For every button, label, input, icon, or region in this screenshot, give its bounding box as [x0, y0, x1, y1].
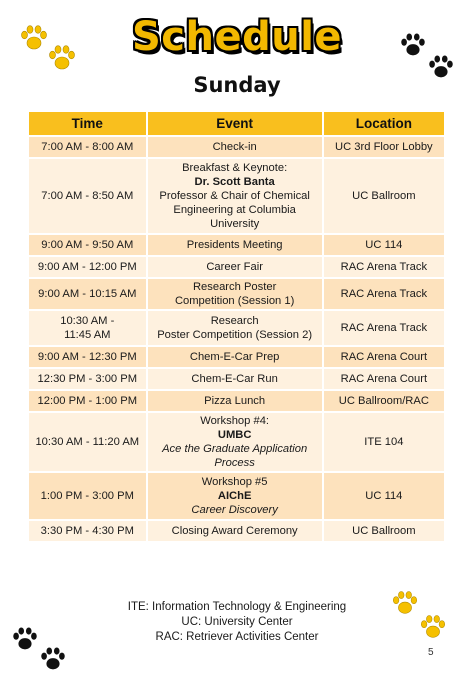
- time-cell: [29, 521, 148, 543]
- page-number: 5: [428, 647, 434, 658]
- event-text: Career Fair: [206, 261, 263, 273]
- table-row: [29, 347, 444, 369]
- time-text: 9:00 AM - 10:15 AM: [38, 288, 137, 300]
- event-text: Chem-E-Car Prep: [189, 351, 280, 363]
- event-cell: [148, 391, 324, 413]
- time-text: 10:30 AM - 11:20 AM: [35, 436, 140, 448]
- time-cell: [29, 347, 148, 369]
- event-cell: [148, 235, 324, 257]
- event-text: Career Discovery: [191, 504, 278, 516]
- location-cell: RAC Arena Track: [324, 279, 444, 311]
- table-row: [29, 279, 444, 311]
- event-text: Competition (Session 1): [174, 295, 295, 307]
- event-cell: [148, 311, 324, 347]
- event-cell: [148, 159, 324, 235]
- time-text: 7:00 AM - 8:50 AM: [41, 190, 134, 202]
- time-cell: [29, 159, 148, 235]
- location-cell: RAC Arena Court: [324, 347, 444, 369]
- time-cell: [29, 473, 148, 521]
- location-cell: UC 114: [324, 473, 444, 521]
- table-row: [29, 369, 444, 391]
- schedule-table: [29, 112, 444, 543]
- time-text: 9:00 AM - 9:50 AM: [41, 239, 134, 251]
- page-title: Schedule: [131, 14, 343, 60]
- event-cell: [148, 473, 324, 521]
- time-cell: [29, 137, 148, 159]
- event-text: Workshop #4:: [200, 415, 270, 427]
- location-cell: UC Ballroom/RAC: [324, 391, 444, 413]
- time-cell: [29, 257, 148, 279]
- table-row: [29, 137, 444, 159]
- event-text: Research: [210, 315, 259, 327]
- time-text: 11:45 AM: [64, 329, 111, 341]
- legend-line: UC: University Center: [181, 616, 293, 628]
- time-text: 12:00 PM - 1:00 PM: [37, 395, 138, 407]
- event-cell: [148, 347, 324, 369]
- event-text: Professor & Chair of Chemical: [159, 190, 310, 202]
- event-cell: [148, 521, 324, 543]
- time-cell: [29, 413, 148, 473]
- event-text: Ace the Graduate Application: [162, 443, 308, 455]
- paw-print-icon: [390, 588, 420, 618]
- table-row: [29, 235, 444, 257]
- header-location: Location: [324, 112, 444, 137]
- paw-print-icon: [10, 624, 40, 654]
- location-cell: UC Ballroom: [324, 159, 444, 235]
- paw-print-icon: [398, 30, 428, 60]
- event-text: Dr. Scott Banta: [194, 176, 275, 188]
- event-text: Chem-E-Car Run: [191, 373, 278, 385]
- time-text: 9:00 AM - 12:00 PM: [37, 261, 137, 273]
- header-time: Time: [29, 112, 148, 137]
- time-text: 10:30 AM -: [60, 315, 115, 327]
- table-row: [29, 257, 444, 279]
- header-event: Event: [148, 112, 324, 137]
- paw-print-icon: [46, 42, 78, 74]
- event-text: Pizza Lunch: [204, 395, 266, 407]
- location-cell: ITE 104: [324, 413, 444, 473]
- event-text: Process: [214, 457, 255, 469]
- event-text: Research Poster: [192, 281, 277, 293]
- paw-print-icon: [38, 644, 68, 674]
- time-text: 12:30 PM - 3:00 PM: [37, 373, 138, 385]
- event-text: University: [210, 218, 260, 230]
- time-text: 1:00 PM - 3:00 PM: [40, 490, 134, 502]
- event-cell: [148, 413, 324, 473]
- time-cell: [29, 235, 148, 257]
- paw-print-icon: [418, 612, 448, 642]
- event-text: Engineering at Columbia: [173, 204, 296, 216]
- time-text: 3:30 PM - 4:30 PM: [40, 525, 134, 537]
- paw-print-icon: [426, 52, 456, 82]
- event-text: UMBC: [217, 429, 252, 441]
- event-text: AIChE: [217, 490, 252, 502]
- table-row: [29, 159, 444, 235]
- event-text: Closing Award Ceremony: [171, 525, 298, 537]
- day-subtitle: Sunday: [193, 73, 281, 97]
- location-cell: UC 3rd Floor Lobby: [324, 137, 444, 159]
- table-row: [29, 311, 444, 347]
- table-row: [29, 413, 444, 473]
- table-header-row: [29, 112, 444, 137]
- event-text: Breakfast & Keynote:: [182, 162, 288, 174]
- event-text: Workshop #5: [201, 476, 268, 488]
- event-cell: [148, 369, 324, 391]
- legend-line: ITE: Information Technology & Engineering: [127, 601, 347, 613]
- event-cell: [148, 137, 324, 159]
- table-row: [29, 521, 444, 543]
- time-cell: [29, 391, 148, 413]
- event-cell: [148, 257, 324, 279]
- location-cell: UC 114: [324, 235, 444, 257]
- table-row: [29, 473, 444, 521]
- schedule-body: [29, 137, 444, 543]
- location-cell: UC Ballroom: [324, 521, 444, 543]
- time-cell: [29, 369, 148, 391]
- time-cell: [29, 279, 148, 311]
- legend-line: RAC: Retriever Activities Center: [155, 631, 319, 643]
- event-text: Presidents Meeting: [186, 239, 283, 251]
- time-cell: [29, 311, 148, 347]
- event-text: Poster Competition (Session 2): [157, 329, 313, 341]
- event-text: Check-in: [212, 141, 257, 153]
- location-cell: RAC Arena Track: [324, 257, 444, 279]
- table-row: [29, 391, 444, 413]
- time-text: 7:00 AM - 8:00 AM: [41, 141, 134, 153]
- location-cell: RAC Arena Court: [324, 369, 444, 391]
- time-text: 9:00 AM - 12:30 PM: [37, 351, 137, 363]
- location-cell: RAC Arena Track: [324, 311, 444, 347]
- event-cell: [148, 279, 324, 311]
